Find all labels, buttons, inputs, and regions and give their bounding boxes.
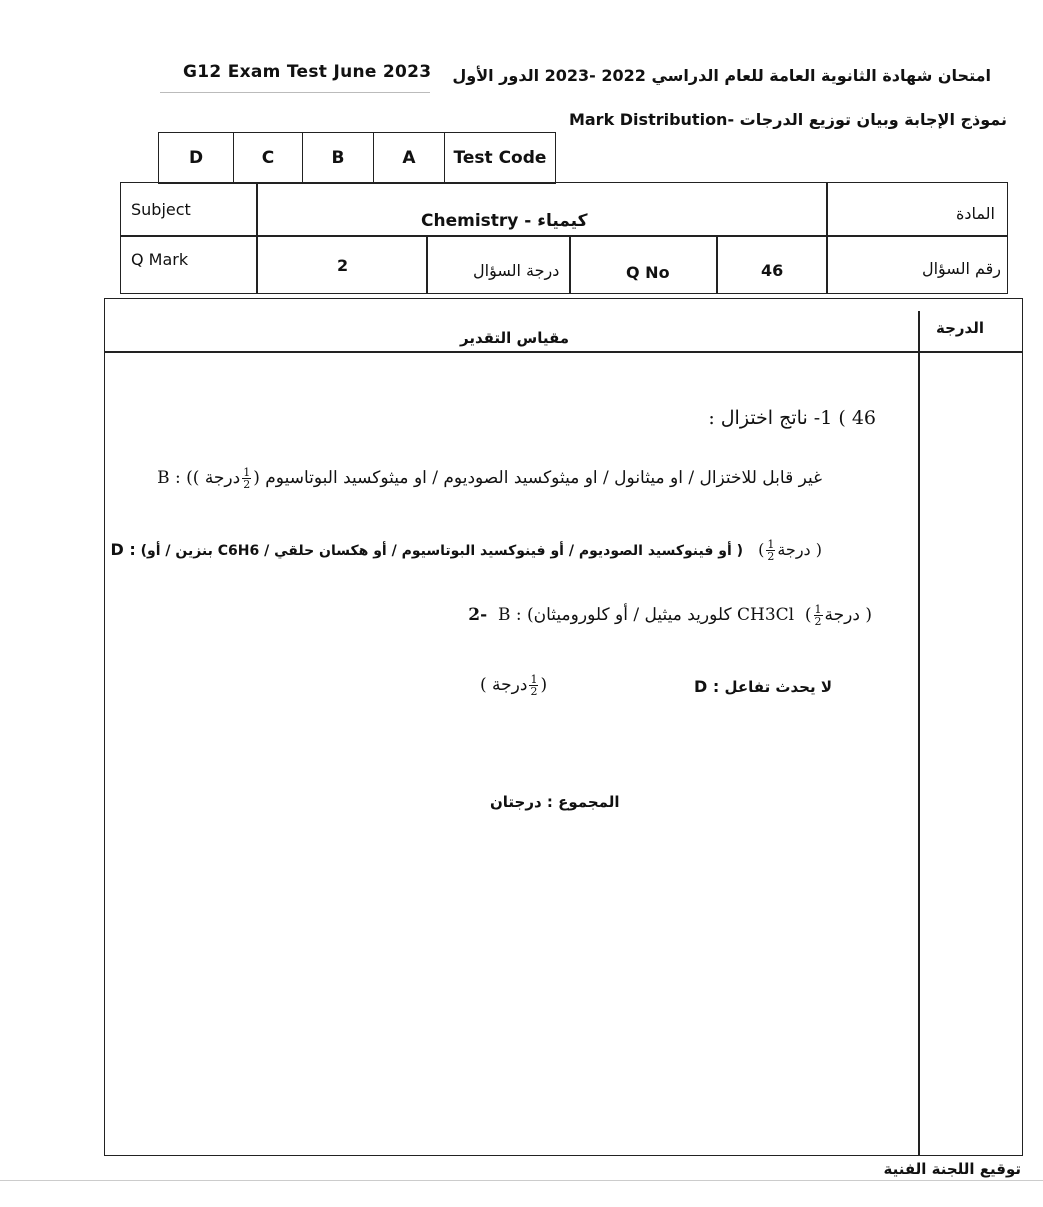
part2-number: 2- <box>468 605 488 625</box>
answer-b1-key: B : <box>157 468 181 488</box>
test-code-b: B <box>303 133 374 183</box>
test-code-c: C <box>234 133 303 183</box>
exam-title: G12 Exam Test June 2023 <box>183 62 432 82</box>
header-rule <box>160 92 430 93</box>
answer-d1-key: D : <box>110 540 136 559</box>
q-no-label-ar: رقم السؤال <box>921 259 1001 278</box>
part2-answer-d <box>694 677 832 696</box>
answer-d2-text: لا يحدث تفاعل <box>724 678 832 696</box>
q-no-label: Q No <box>626 263 670 282</box>
committee-signature: توقيع اللجنة الفنية <box>883 1160 1021 1178</box>
test-code-d: D <box>159 133 234 183</box>
subject-label-ar: المادة <box>956 204 995 223</box>
degree-column-header: الدرجة <box>936 319 984 337</box>
test-code-a: A <box>374 133 445 183</box>
answer-d2-key: D : <box>694 677 720 696</box>
half-mark-fraction: $\frac{1}{2}$ <box>814 603 822 628</box>
total-marks: المجموع : درجتان <box>490 793 620 811</box>
half-mark-fraction: $\frac{1}{2}$ <box>530 673 538 698</box>
part2-answer-b: 2- B : (كلوريد ميثيل / أو كلوروميثان CH3Cl ( $\frac{1}{2}$ درجة ) <box>468 603 872 628</box>
grading-box <box>104 298 1023 1156</box>
arabic-exam-title: امتحان شهادة الثانوية العامة للعام الدراسي 2022 -2023 الدور الأول <box>452 66 991 85</box>
info-table <box>120 182 1008 294</box>
subject-label: Subject <box>131 200 191 219</box>
q-mark-value: 2 <box>337 256 349 275</box>
half-mark-word: درجة <box>824 605 860 625</box>
part1-row: 46 ) 1- ناتج اختزال : <box>708 407 876 429</box>
half-mark-word: درجة <box>204 468 241 488</box>
test-code-label: Test Code <box>445 133 556 183</box>
scale-column-header: مقياس التقدير <box>460 329 570 347</box>
question-number: 46 <box>851 407 876 429</box>
answer-b2-text: (كلوريد ميثيل / أو كلوروميثان CH3Cl <box>526 605 795 625</box>
q-mark-label: Q Mark <box>131 250 189 269</box>
answer-b1-text: (غير قابل للاختزال / او ميثانول / او ميثوكسيد الصوديوم / او ميثوكسيد البوتاسيوم <box>186 468 822 488</box>
part2-d-half-mark: ( $\frac{1}{2}$ درجة ) <box>480 673 548 698</box>
half-mark-fraction: $\frac{1}{2}$ <box>243 466 251 491</box>
footer-rule <box>0 1180 1043 1181</box>
part1-answer-b: B : (غير قابل للاختزال / او ميثانول / او ميثوكسيد الصوديوم / او ميثوكسيد البوتاسيوم ( $\frac{1}{2}$ درجة ) <box>157 466 822 491</box>
half-mark-word: درجة <box>777 540 811 559</box>
part1-title: 1- ناتج اختزال : <box>708 407 833 429</box>
part1-answer-d: D : (بنزين / أو C6H6 / أو فينوكسيد الصوديوم / أو فينوكسيد البوتاسيوم / أو هكسان حلقي ) ( $\frac{1}{2}$ درجة ) <box>110 538 822 563</box>
subject-value: Chemistry - كيمياء <box>421 211 588 231</box>
answer-d1-text: (بنزين / أو C6H6 / أو فينوكسيد الصوديوم / أو فينوكسيد البوتاسيوم / أو هكسان حلقي ) <box>140 543 744 559</box>
q-mark-label-ar: درجة السؤال <box>473 261 560 280</box>
mark-distribution-title: نموذج الإجابة وبيان توزيع الدرجات -Mark Distribution <box>568 110 1007 129</box>
test-code-row <box>158 132 556 184</box>
half-mark-fraction: $\frac{1}{2}$ <box>767 538 775 563</box>
answer-b2-key: B : <box>497 605 522 625</box>
q-no-value: 46 <box>761 261 784 280</box>
half-mark-word: درجة <box>492 675 528 695</box>
